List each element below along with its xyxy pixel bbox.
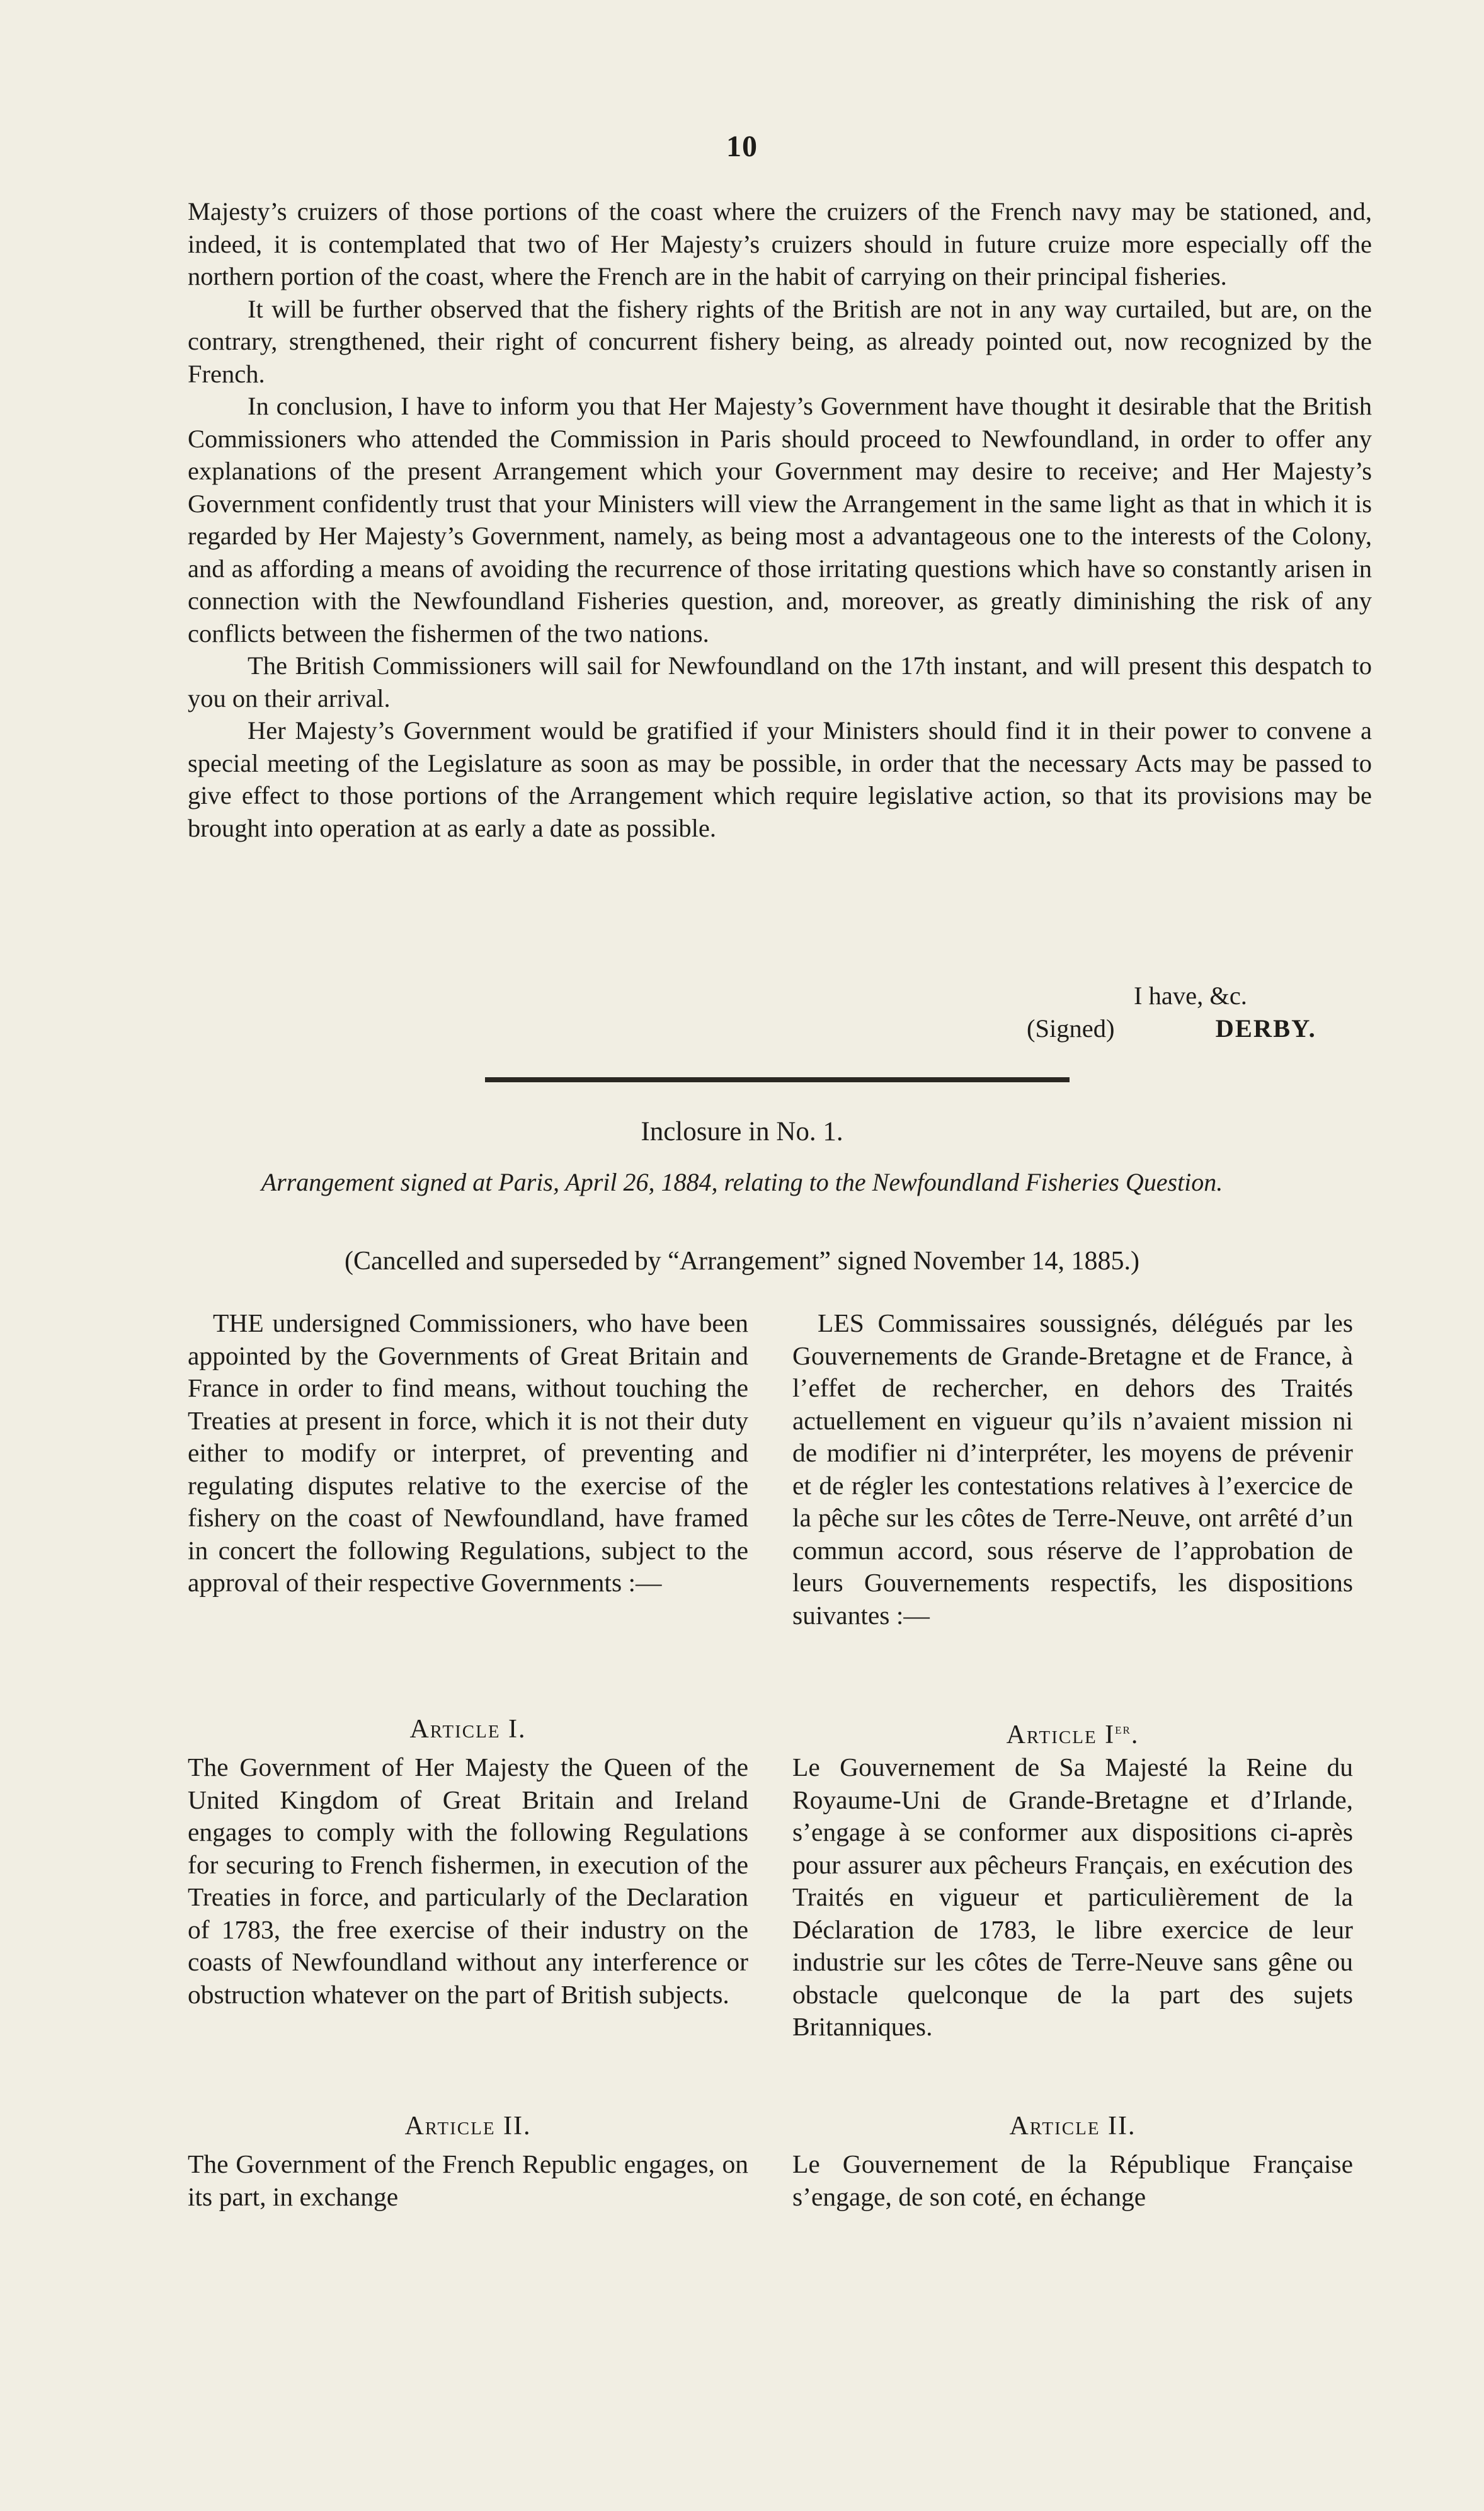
despatch-closing [945,980,1373,1044]
enclosure-note: (Cancelled and superseded by “Arrangement” signed November 14, 1885.) [345,1247,1139,1276]
english-article1-block [188,1751,748,2110]
french-intro-block [792,1307,1353,1713]
page-number: 10 [726,130,758,163]
despatch-paragraph-5: Her Majesty’s Government would be gratified if your Ministers should find it in their power to convene a special meeting of the Legislature as soon as may be possible, in order that the necessary Acts may be passed to give effect to those portions of the Arrangement which require legislative action, so that its provisions may be brought into operation at as early a date as possible. [188,716,1372,842]
despatch-paragraph-3: In conclusion, I have to inform you that Her Majesty’s Government have thought it desirable that the British Commissioners who attended the Commission in Paris should proceed to Newfoundland, in order to offer any explanations of the present Arrangement which your Government may desire to receive; and Her Majesty’s Government confidently trust that your Ministers will view the Arrangement in the same light as that in which it is regarded by Her Majesty’s Government, namely, as being most a advantageous one to the interests of the Colony, and as affording a means of avoiding the recurrence of those irritating questions which have so constantly arisen in connection with the Newfoundland Fisheries question, and, moreover, as greatly diminishing the risk of any conflicts between the fishermen of the two nations. [188,392,1372,648]
french-article1-block [792,1751,1353,2110]
french-article1-heading-sup: er [1115,1721,1131,1737]
english-article1-text: The Government of Her Majesty the Queen of the United Kingdom of Great Britain and Ireland engages to comply with the following Regulations for securing to French fishermen, in execution of the Treaties in force, and particularly of the Declaration of 1783, the free exercise of their industry on the coasts of Newfoundland without any interference or obstruction whatever on the part of British subjects. [188,1753,748,2009]
despatch-paragraph-2: It will be further observed that the fishery rights of the British are not in any way curtailed, but are, on the contrary, strengthened, their right of concurrent fishery being, as already pointed out, now recognized by the French. [188,294,1372,388]
french-column [792,1307,1353,2213]
french-intro: LES Commissaires soussignés, délégués par les Gouvernements de Grande-Bretagne et de France, à l’effet de rechercher, en dehors des Traités actuellement en vigueur qu’ils n’avaient mission ni de modifier ni d’interpréter, les moyens de prévenir et de régler les contestations relatives à l’exercice de la pêche sur les côtes de Terre-Neuve, ont arrêté d’un commun accord, sous réserve de l’approbation de leurs Gouvernements respectifs, les dispositions suivantes :— [792,1308,1353,1630]
english-column [188,1307,748,2213]
french-article1-heading: Article Ier. [1006,1720,1139,1749]
english-article2-text: The Government of the French Republic engages, on its part, in exchange [188,2149,748,2211]
french-article2-text: Le Gouvernement de la République Française s’engage, de son coté, en échange [792,2149,1353,2211]
french-article1-heading-text: Article I [1006,1720,1116,1749]
despatch-paragraph-1: Majesty’s cruizers of those portions of the coast where the cruizers of the French navy may be stationed, and, indeed, it is contemplated that two of Her Majesty’s cruizers should in future cruize more especially off the northern portion of the coast, where the French are in the habit of carrying on their principal fisheries. [188,197,1372,290]
english-intro-block [188,1307,748,1713]
english-article2-heading-block [188,2110,748,2148]
despatch-body [188,195,1372,844]
french-article1-text: Le Gouvernement de Sa Majesté la Reine du Royaume-Uni de Grande-Bretagne et d’Irlande, s’engage à se conformer aux dispositions ci-après pour assurer aux pêcheurs Français, en exécution des Traités en vigueur et particulièrement de la Déclaration de 1783, le libre exercice de leur industrie sur les côtes de Terre-Neuve sans gêne ou obstacle quelconque de la part des sujets Britanniques. [792,1753,1353,2041]
despatch-paragraph-4: The British Commissioners will sail for Newfoundland on the 17th instant, and will present this despatch to you on their arrival. [188,651,1372,712]
french-article2-heading-block [792,2110,1353,2148]
english-article1-heading: Article I. [409,1715,527,1744]
signature-line [945,1012,1373,1045]
enclosure-subtitle: Arrangement signed at Paris, April 26, 1884, relating to the Newfoundland Fisheries Question. [261,1168,1223,1196]
closing-salutation: I have, &c. [1134,981,1247,1010]
english-intro: THE undersigned Commissioners, who have been appointed by the Governments of Great Britain and France in order to find means, without touching the Treaties at present in force, which it is not their duty either to modify or interpret, of preventing and regulating disputes relative to the exercise of the fishery on the coast of Newfoundland, have framed in concert the following Regulations, subject to the approval of their respective Governments :— [188,1308,748,1597]
french-article2-heading: Article II. [1009,2112,1136,2141]
enclosure-heading: Inclosure in No. 1. [641,1117,843,1147]
signed-label: (Signed) [1027,1014,1115,1043]
english-article2-heading: Article II. [404,2112,532,2141]
french-article1-heading-block [792,1713,1353,1751]
section-divider [485,1077,1070,1082]
signatory-name: DERBY. [1215,1014,1316,1043]
english-article1-heading-block [188,1713,748,1751]
